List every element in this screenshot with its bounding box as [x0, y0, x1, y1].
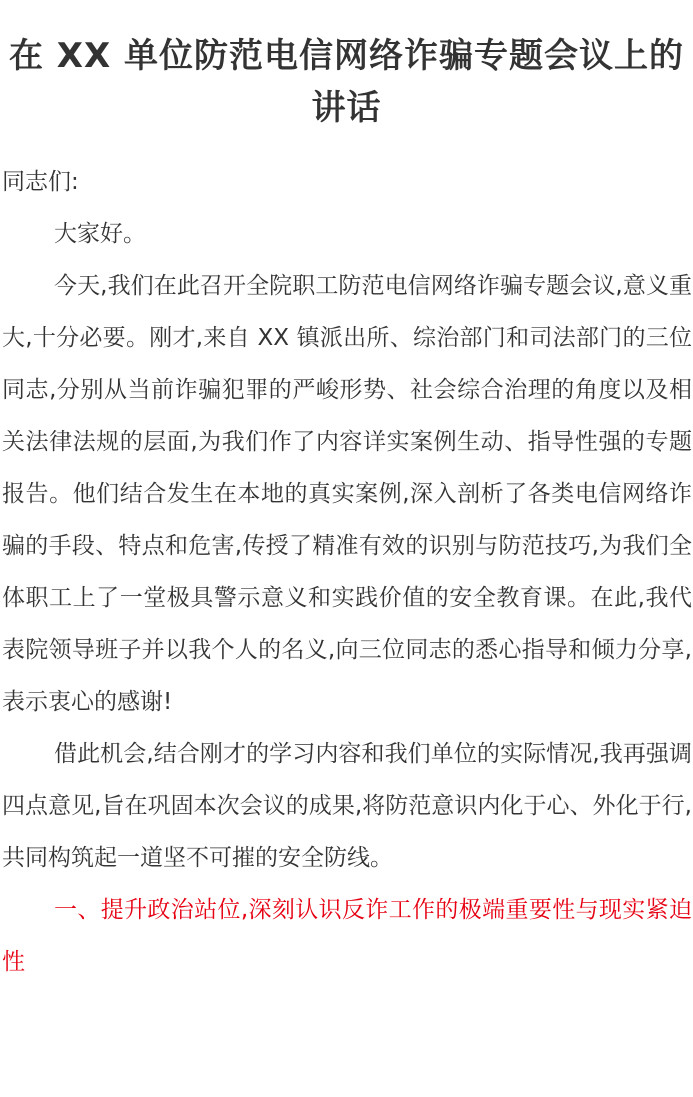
title-suffix: 单位防范电信网络诈骗专题会议上的讲话: [111, 36, 685, 128]
salutation: 同志们:: [2, 169, 79, 195]
document-body: [2, 156, 692, 988]
document-title: [0, 30, 693, 134]
paragraph-2: 借此机会,结合刚才的学习内容和我们单位的实际情况,我再强调四点意见,旨在巩固本次会议的成果,将防范意识内化于心、外化于行,共同构筑起一道坚不可摧的安全防线。: [2, 741, 692, 871]
paragraph-1: 今天,我们在此召开全院职工防范电信网络诈骗专题会议,意义重大,十分必要。刚才,来自 XX 镇派出所、综治部门和司法部门的三位同志,分别从当前诈骗犯罪的严峻形势、社会综合治理的角度以及相关法律法规的层面,为我们作了内容详实案例生动、指导性强的专题报告。他们结合发生在本地的真实案例,深入剖析了各类电信网络诈骗的手段、特点和危害,传授了精准有效的识别与防范技巧,为我们全体职工上了一堂极具警示意义和实践价值的安全教育课。在此,我代表院领导班子并以我个人的名义,向三位同志的悉心指导和倾力分享,表示衷心的感谢!: [2, 273, 692, 715]
title-xx: XX: [56, 36, 112, 76]
section-1-heading: 一、提升政治站位,深刻认识反诈工作的极端重要性与现实紧迫性: [2, 897, 692, 975]
greeting: 大家好。: [54, 221, 146, 247]
title-prefix: 在: [8, 36, 57, 76]
